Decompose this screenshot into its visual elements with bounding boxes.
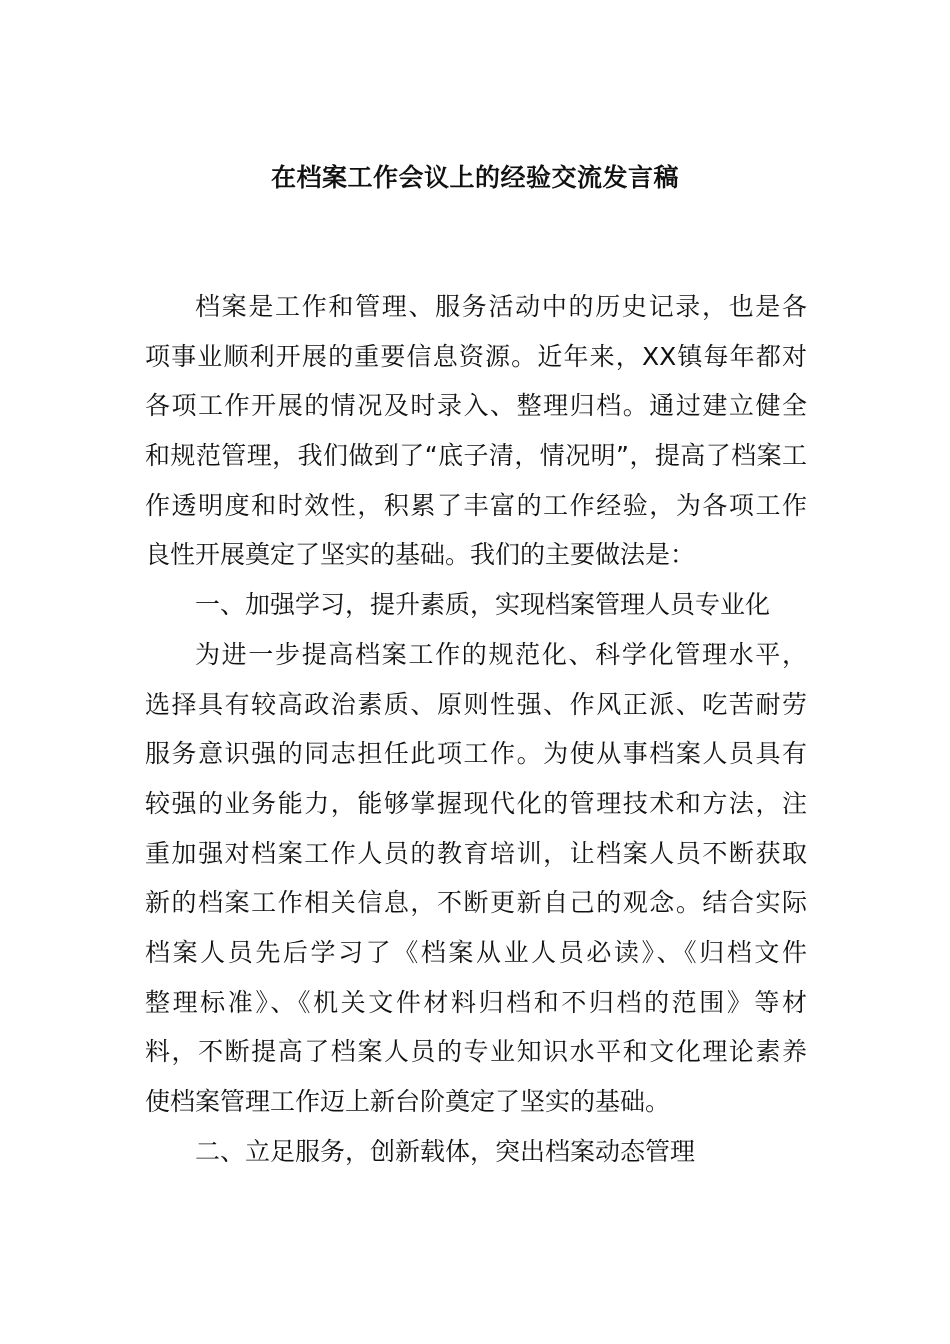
- paragraph-line: 使档案管理工作迈上新台阶奠定了坚实的基础。: [145, 1087, 671, 1116]
- paragraph-line: 档案是工作和管理、服务活动中的历史记录，也是各: [195, 292, 807, 321]
- paragraph-line: 和规范管理，我们做到了“底子清，情况明”，提高了档案工: [145, 441, 807, 471]
- paragraph-line: 作透明度和时效性，积累了丰富的工作经验，为各项工作: [145, 490, 807, 520]
- paragraph-line: 档案人员先后学习了《档案从业人员必读》、《归档文件: [145, 937, 807, 967]
- paragraph-line: 为进一步提高档案工作的规范化、科学化管理水平，: [195, 639, 807, 669]
- paragraph-line: 料，不断提高了档案人员的专业知识水平和文化理论素养: [145, 1037, 807, 1067]
- paragraph-line: 服务意识强的同志担任此项工作。为使从事档案人员具有: [145, 739, 807, 769]
- paragraph-line: 整理标准》、《机关文件材料归档和不归档的范围》等材: [145, 987, 807, 1017]
- section-heading: 二、立足服务，创新载体，突出档案动态管理: [195, 1136, 696, 1166]
- section-heading: 一、加强学习，提升素质，实现档案管理人员专业化: [195, 590, 771, 620]
- paragraph-line: 各项工作开展的情况及时录入、整理归档。通过建立健全: [145, 391, 807, 421]
- document-body: [145, 282, 807, 1176]
- paragraph-line: 选择具有较高政治素质、原则性强、作风正派、吃苦耐劳: [145, 689, 807, 719]
- paragraph-line: 重加强对档案工作人员的教育培训，让档案人员不断获取: [145, 838, 807, 868]
- paragraph-line: 良性开展奠定了坚实的基础。我们的主要做法是：: [145, 540, 696, 570]
- document-title: 在档案工作会议上的经验交流发言稿: [270, 163, 679, 192]
- paragraph-line: 新的档案工作相关信息，不断更新自己的观念。结合实际: [145, 888, 807, 918]
- paragraph-line: 较强的业务能力，能够掌握现代化的管理技术和方法，注: [145, 788, 807, 818]
- paragraph-line: 项事业顺利开展的重要信息资源。近年来，XX镇每年都对: [145, 341, 807, 371]
